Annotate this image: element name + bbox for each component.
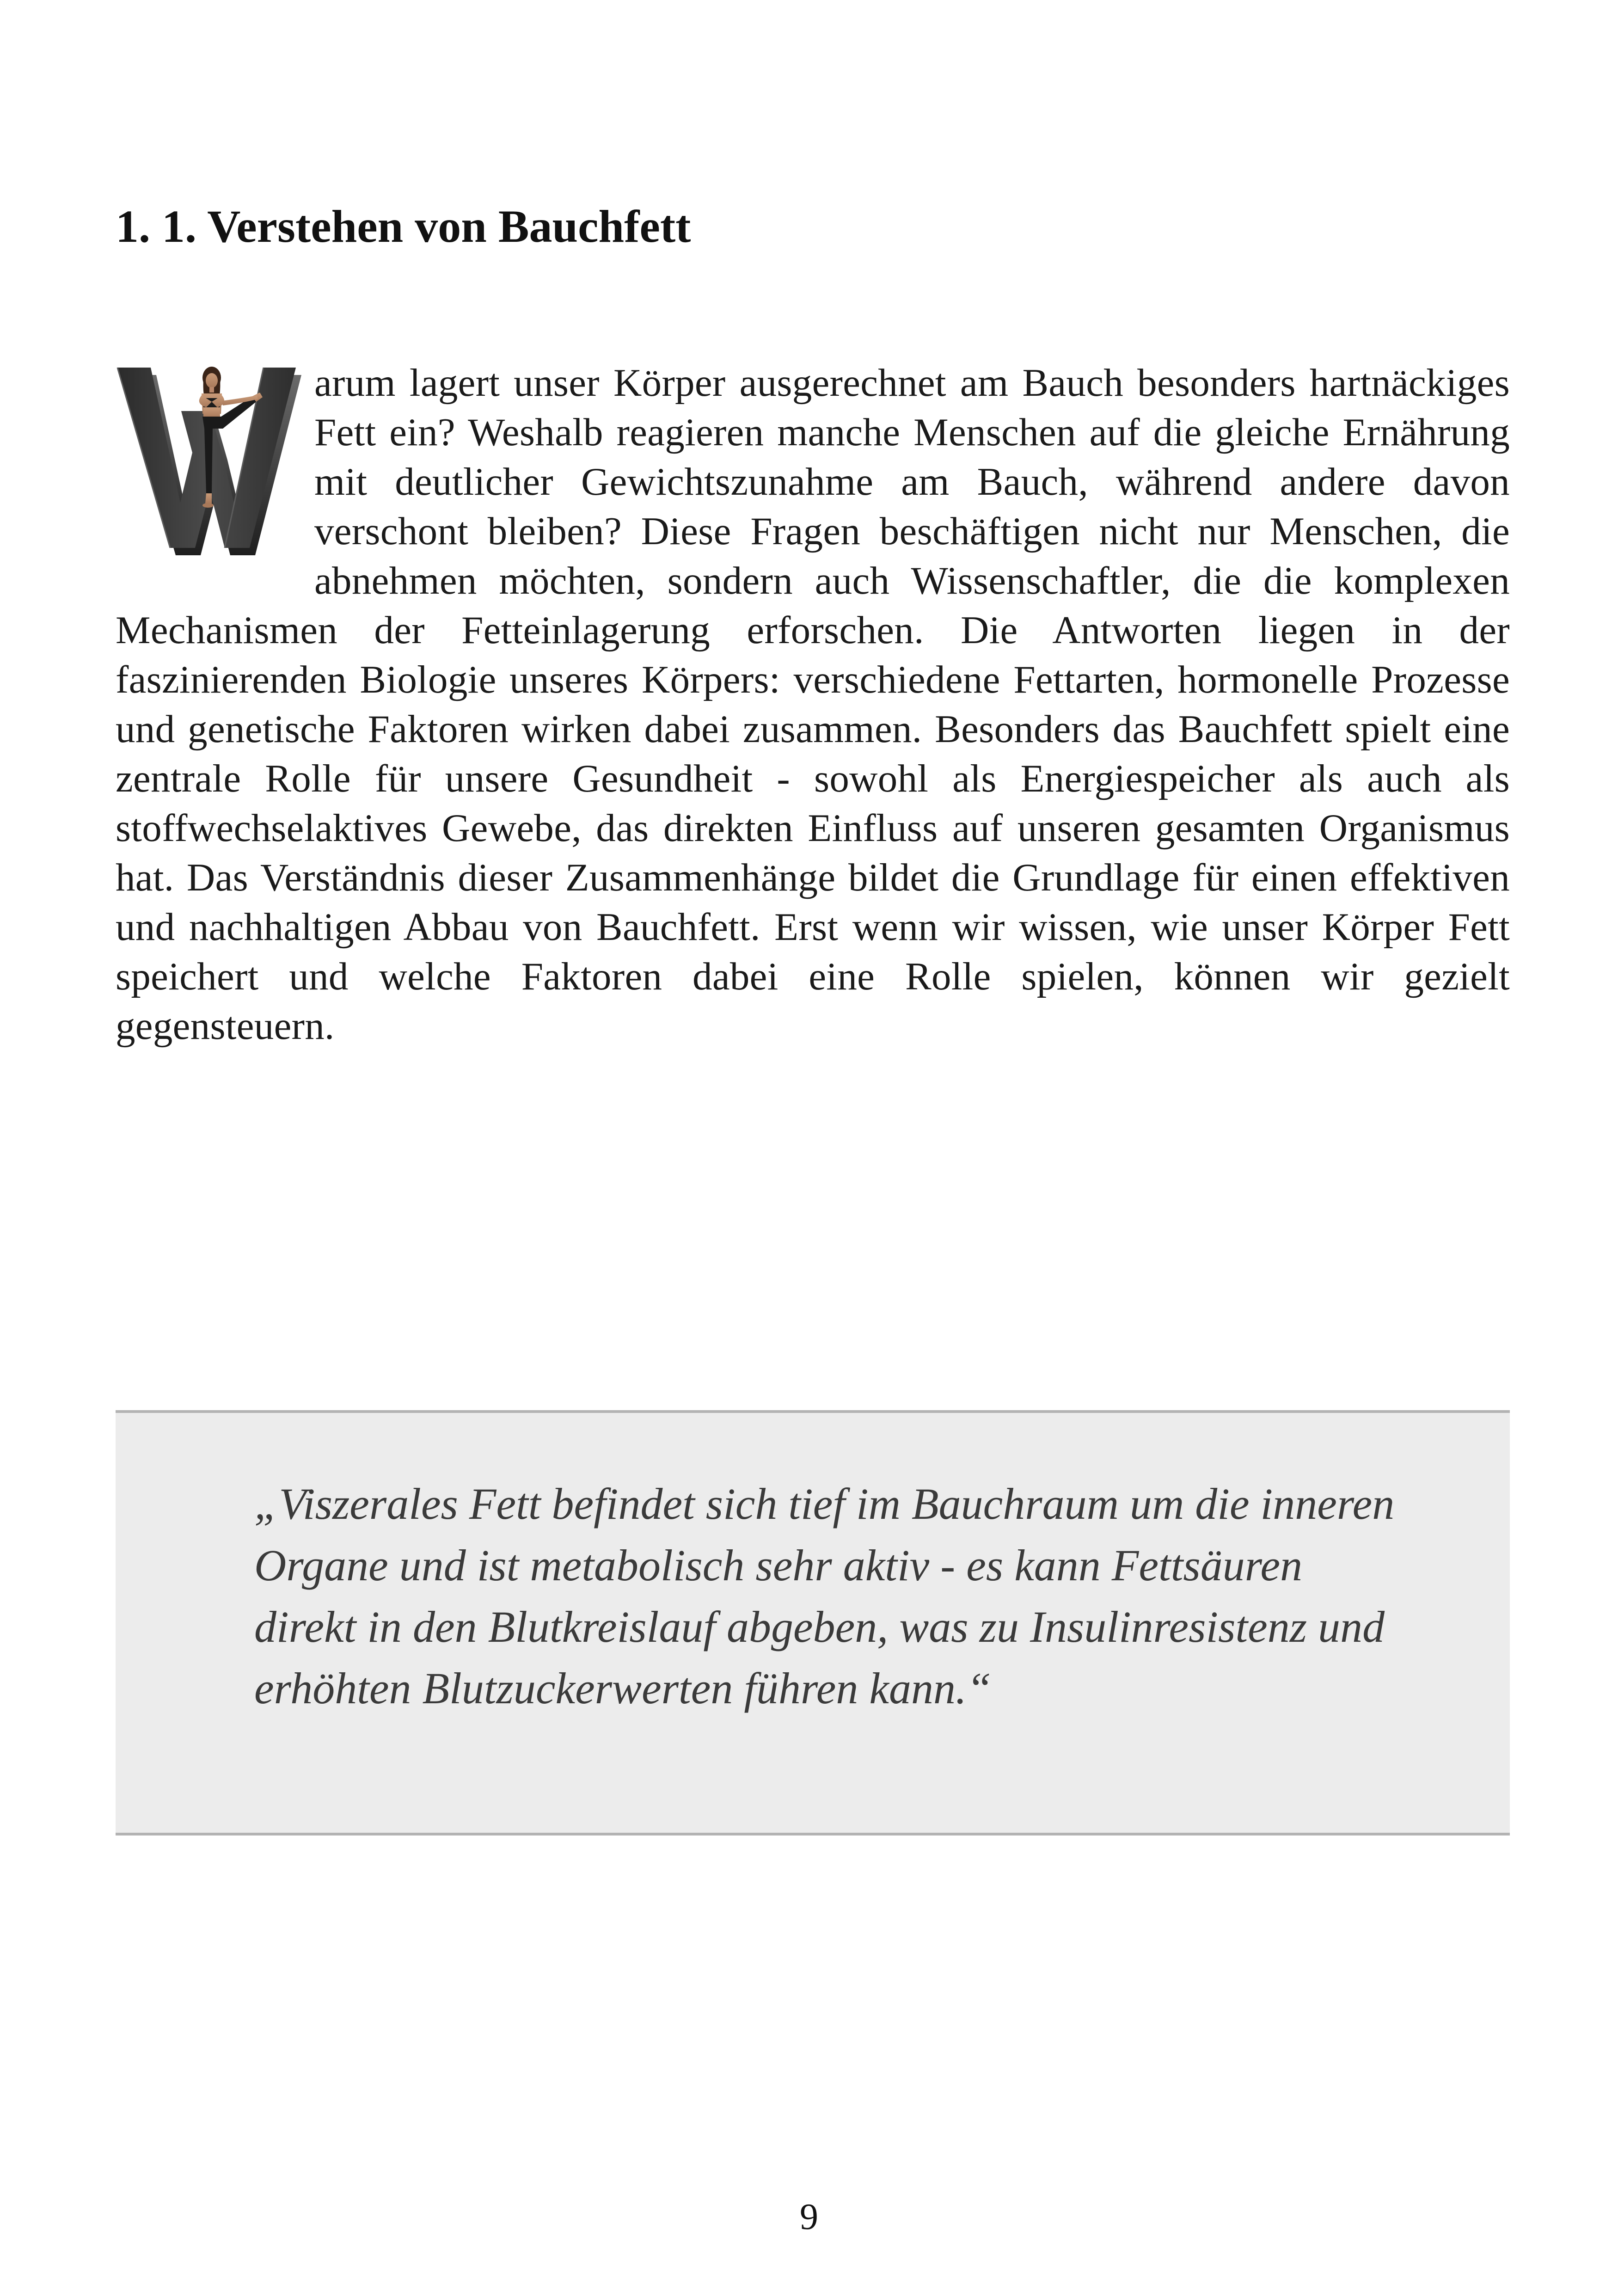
pull-quote-box	[116, 1410, 1510, 1836]
pull-quote-text: „Viszerales Fett befindet sich tief im Bauchraum um die inneren Organe und ist metabolisch sehr aktiv - es kann Fettsäuren direkt in den Blutkreislauf abgeben, was zu Insulinresistenz und erhöhten Blutzuckerwerten führen kann.“	[254, 1479, 1395, 1713]
dropcap-illustration	[114, 359, 313, 557]
page-number: 9	[800, 2197, 818, 2237]
section-heading	[116, 199, 691, 254]
section-title-text: Verstehen von Bauchfett	[207, 201, 691, 252]
section-number: 1. 1.	[116, 201, 196, 252]
dropcap-w-with-yoga-figure-icon	[114, 359, 303, 557]
intro-paragraph-text: arum lagert unser Körper ausgerechnet am Bauch besonders hartnäckiges Fett ein? Weshalb reagieren manche Menschen auf die gleiche Ernährung mit deutlicher Gewichtszunahme am Bauch, während andere davon verschont bleiben? Diese Fragen beschäftigen nicht nur Menschen, die abnehmen möchten, sondern auch Wissenschaftler, die die komplexen Mechanismen der Fetteinlagerung erforschen. Die Antworten liegen in der faszinierenden Biologie unseres Körpers: verschiedene Fettarten, hormonelle Prozesse und genetische Faktoren wirken dabei zusammen. Besonders das Bauchfett spielt eine zentrale Rolle für unsere Gesundheit - sowohl als Energiespeicher als auch als stoffwechselaktives Gewebe, das direkten Einfluss auf unseren gesamten Organismus hat. Das Verständnis dieser Zusammenhänge bildet die Grundlage für einen effektiven und nachhaltigen Abbau von Bauchfett. Erst wenn wir wissen, wie unser Körper Fett speichert und welche Faktoren dabei eine Rolle spielen, können wir gezielt gegensteuern.	[116, 361, 1510, 1048]
intro-paragraph	[116, 358, 1510, 1051]
